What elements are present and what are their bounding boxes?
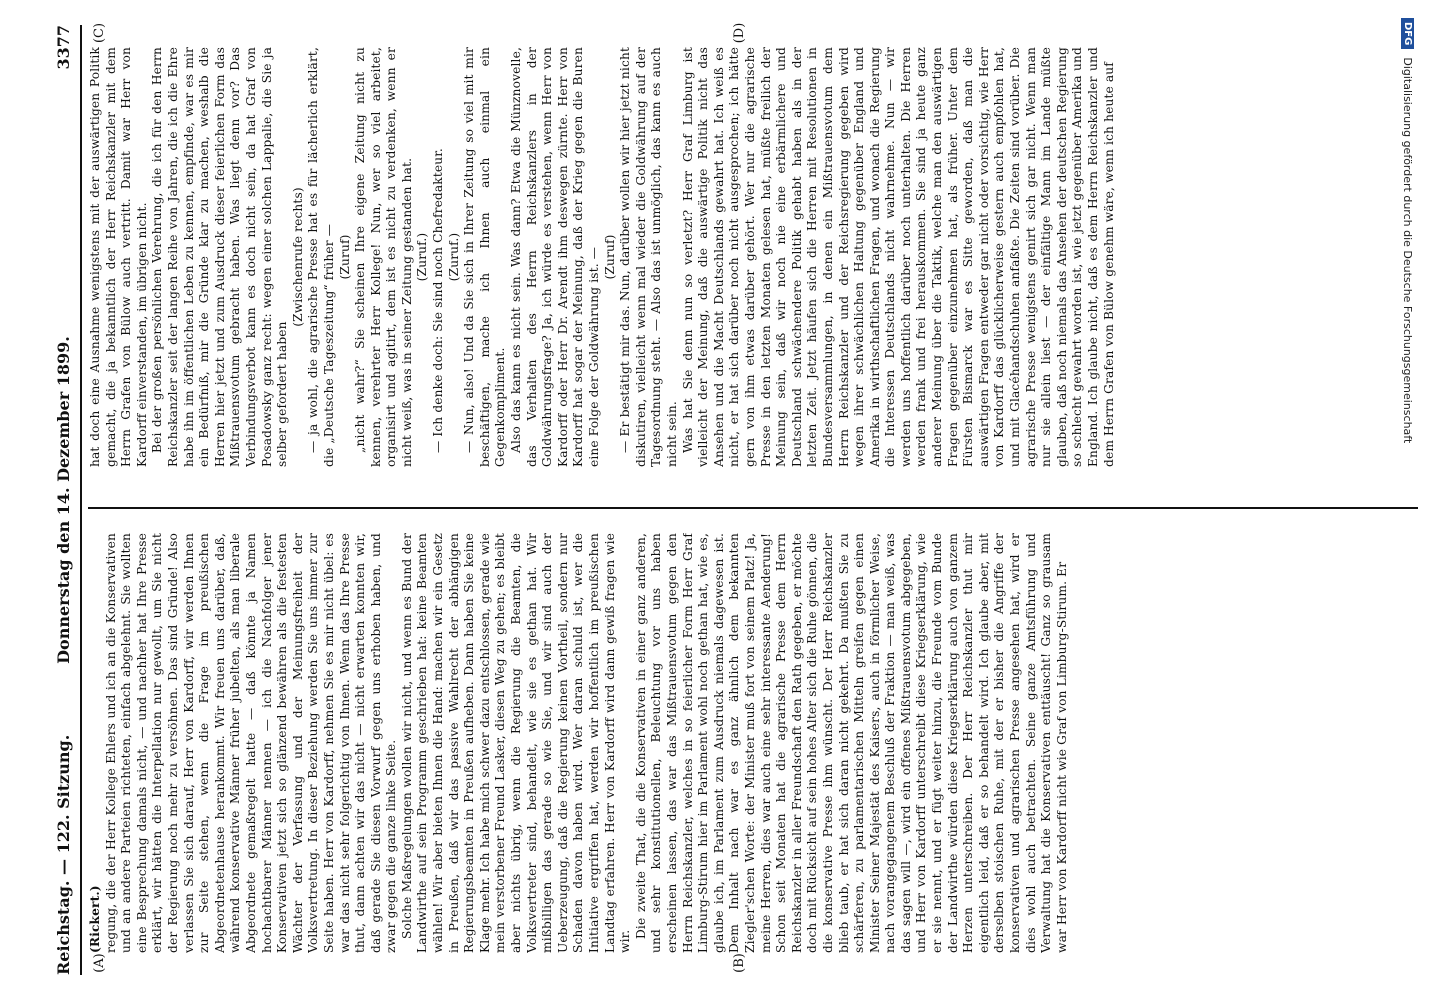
interjection: (Zuruf.) [415,232,430,282]
margin-mark-d: (D) [732,22,747,44]
right-paragraph: Bei der großen persönlichen Verehrung, die ich für den Herrn Reichskanzler seit der langen Reihe von Jahren, die ich die Ehre habe ihn im öffentlichen Leben zu kennen, empfinde, war es mir ein Bedürfniß, mir die Gründe klar zu machen, weshalb die Herren hier jetzt und zum Ausdruck dieser feierlichen Form das Mißtrauensvotum gebracht haben. Was liegt denn vor? Das Verbindungsverbot kann es doch nicht sein, da hat Graf von Posadowsky ganz recht: wegen einer solchen Lappalie, die Sie ja selber gefordert haben [150,47,290,467]
right-paragraph: Was hat Sie denn nun so verletzt? Herr Graf Limburg ist vielleicht der Meinung, daß die auswärtige Politik nicht das Ansehen und die Macht Deutschlands gewahrt hat. Ich weiß es nicht, er hat sich darüber noch nicht ausgesprochen; ich hätte gern von ihm etwas darüber gehört. Wer nur die agrarische Presse in den letzten Monaten gelesen hat, müßte freilich der Meinung sein, daß wir noch nie eine erbärmlichere und Deutschland schwächendere Politik gehabt haben als in der letzten Zeit. Jetzt häufen sich die Herren mit Resolutionen in Bundesversammlungen, in denen ein Mißtrauensvotum dem Herrn Reichskanzler und der Reichsregierung gegeben wird wegen ihrer schwächlichen Haltung gegenüber England und Amerika in wirthschaftlichen Fragen, und wonach die Regierung die Interessen Deutschlands nicht wahrnehme. Nun — wir werden uns hoffentlich darüber noch unterhalten. Die Herren werden frank und frei herauskommen. Sie sind ja heute ganz anderer Meinung über die Taktik, welche man den auswärtigen Fragen gegenüber einzunehmen hat, als früher. Unter dem Fürsten Bismarck war es Sitte geworden, daß man die auswärtigen Fragen entweder gar nicht oder vorsichtig, wie Herr von Kardorff das glücklicherweise gestern auch empfohlen hat, und mit Glacéhandschuhen anfaßte. Die Zeiten sind vorüber. Die agrarische Presse wenigstens genirt sich gar nicht. Wenn man nur sie allein liest — der einfältige Mann im Lande müßte glauben, daß noch niemals das Ansehen der deutschen Regierung so schlecht gewahrt worden ist, wie jetzt gegenüber Amerika und England. Ich glaube nicht, daß es dem Herrn Reichskanzler und dem Herrn Grafen von Bülow genehm wäre, wenn ich heute auf [680,47,1116,467]
interjection: (Zuruf) [602,234,617,280]
left-paragraph: regung, die der Herr Kollege Ehlers und ich an die Konservativen und an andere Parteien richteten, einfach abgelehnt. Sie wollten eine Besprechung damals nicht, — und nachher hat Ihre Presse erklärt, wir hätten die Interpellation nur gewollt, um Sie nicht der Regierung noch mehr zu versöhnen. Das sind Gründe! Also verlassen Sie sich darauf, Herr von Kardorff, wir werden Ihnen zur Seite stehen, wenn die Frage im preußischen Abgeordnetenhause herankommt. Wir freuen uns darüber, daß, während konservative Männer früher jubelten, als man liberale Abgeordnete gemaßregelt hatte — daß könnte ja Namen hochachtbarer Männer nennen — ich die Nachfolger jener Konservativen jetzt sich so glänzend bewähren als die festesten Wächter der Verfassung und der Meinungsfreiheit der Volksvertretung. In dieser Beziehung werden Sie uns immer zur Seite haben. Herr von Kardorff, nehmen Sie es mir nicht übel: es war das nicht sehr folgerichtig von Ihnen. Wenn das Ihre Presse thut, dann achten wir das nicht — nicht erwarten konnten wir, daß gerade Sie diesen Vorwurf gegen uns erhoben haben, und zwar gegen die ganze linke Seite. [103,533,399,953]
right-paragraph: — Ich denke doch: Sie sind noch Chefredakteur. [431,148,446,453]
right-column [88,47,1418,467]
right-paragraph: — Nun, also! Und da Sie sich in Ihrer Zeitung so viel mit mir beschäftigen, mache ich Ihnen auch einmal ein Gegenkompliment. [462,47,508,467]
right-paragraph: Also das kann es nicht sein. Was dann? Etwa die Münznovelle, das Verhalten des Herrn Reichskanzlers in der Goldwährungsfrage? Ja, ich würde es verstehen, wenn Herr von Kardorff oder Herr Dr. Arendt ihm deswegen zürnte. Herr von Kardorff hat sogar der Meinung, daß der Krieg gegen die Buren eine Folge der Goldwährung ist. — [509,47,601,467]
credit-text: Digitalisierung gefördert durch die Deutsche Forschungsgemeinschaft [1401,57,1414,444]
header-session: Reichstag. — 122. Sitzung. [54,734,73,975]
dfg-logo: DFG [1401,18,1414,49]
right-paragraph: hat doch eine Ausnahme wenigstens mit der auswärtigen Politik gemacht, die ja bekanntlich der Herr Reichskanzler mit dem Herrn Grafen von Bülow auch vertritt. Damit war Herr von Kardorff einverstanden, im übrigen nicht. [88,47,149,467]
interjection: (Zwischenrufe rechts) [290,187,305,327]
speaker-name: (Rickert.) [88,885,102,953]
right-paragraph: „nicht wahr?“ Sie scheinen Ihre eigene Zeitung nicht zu kennen, verehrter Herr Kollege! Nun, wer so viel arbeitet, organisirt und agitirt, dem ist es nicht zu verdenken, wenn er nicht weiß, was in seiner Zeitung gestanden hat. [353,47,414,467]
right-paragraph: — ja wohl, die agrarische Presse hat es für lächerlich erklärt, die „Deutsche Tageszeitung“ früher — [306,47,336,467]
left-column [88,533,1418,953]
right-paragraph: — Er bestätigt mir das. Nun, darüber wollen wir hier jetzt nicht diskutiren, vielleicht wenn mal wieder die Goldwährung auf der Tagesordnung steht. — Also das ist unmöglich, das kann es auch nicht sein. [618,47,679,467]
page-header [52,25,78,975]
rotated-page-content [52,22,1432,975]
interjection: (Zuruf.) [446,232,461,282]
column-divider [88,507,1418,509]
page-number: 3377 [54,25,73,70]
margin-mark-b: (B) [732,953,747,973]
left-paragraph: Die zweite That, die die Konservativen in einer ganz anderen, und sehr konstitutionellen, Beleuchtung vor uns haben erscheinen lassen, das war das Mißtrauensvotum gegen den Herrn Reichskanzler, welches in so feierlicher Form Herr Graf Limburg-Stirum hier im Parlament wohl noch gethan hat, wie es, glaube ich, im Parlament zum Ausdruck niemals dagewesen ist. Dem Inhalt nach war es ganz ähnlich dem bekannten Ziegler'schen Worte: der Minister muß fort von seinem Platz! Ja, meine Herren, dies war auch eine sehr interessante Aenderung! Schon seit Monaten hat die agrarische Presse dem Herrn Reichskanzler in aller Freundschaft den Rath gegeben, er möchte doch mit Rücksicht auf sein hohes Alter sich die Ruhe gönnen, die die konservative Presse ihm wünscht. Der Herr Reichskanzler blieb taub, er hat sich daran nicht gekehrt. Da mußten Sie zu schärferen, zu parlamentarischen Mitteln greifen gegen einen Minister Seiner Majestät des Kaisers, auch in förmlicher Weise, nach vorangegangenem Beschluß der Fraktion — man weiß, was das sagen will —, wird ein offenes Mißtrauensvotum abgegeben, und Herr von Kardorff unterschreibt diese Kriegserklärung, wie er sie nennt, und er fügt weiter hinzu, die Freunde vom Bunde der Landwirthe würden diese Kriegserklärung auch von ganzem Herzen unterschreiben. Der Herr Reichskanzler thut mir eigentlich leid, daß er so behandelt wird. Ich glaube aber, mit derselben stoischen Ruhe, mit der er bisher die Angriffe der konservativen und agrarischen Presse angesehen hat, wird er dies wohl auch betrachten. Seine ganze Amtsführung und Verwaltung hat die Konservativen enttäuscht! Ganz so grausam war Herr von Kardorff nicht wie Graf von Limburg-Stirum. Er [633,533,1069,953]
margin-mark-a: (A) [92,953,107,973]
digitization-credit [1392,10,1422,990]
header-date: Donnerstag den 14. Dezember 1899. [54,336,73,664]
header-rule [80,25,82,975]
left-paragraph: Solche Maßregelungen wollen wir nicht, und wenn es Bund der Landwirthe auf sein Programm geschrieben hat: keine Beamten wählen! Wir aber bieten Ihnen die Hand: machen wir ein Gesetz in Preußen, daß wir das passive Wahlrecht der abhängigen Regierungsbeamten in Preußen aufheben. Dann haben Sie keine Klage mehr. Ich habe mich schwer dazu entschlossen, gerade wie mein verstorbener Freund Lasker, diesen Weg zu gehen; es bleibt aber nichts übrig, wenn die Regierung die Beamten, die Volksvertreter sind, behandelt, wie sie es gethan hat. Wir mißbilligen das gerade so wie Sie, und wir sind auch der Ueberzeugung, daß die Regierung keinen Vortheil, sondern nur Schaden davon haben wird. Wer daran schuld ist, wer die Initiative ergriffen hat, werden wir hoffentlich im preußischen Landtag erfahren. Herr von Kardorff wird dann gewiß fragen wie wir. [399,533,633,953]
interjection: (Zuruf) [337,234,352,280]
margin-mark-c: (C) [92,22,107,44]
